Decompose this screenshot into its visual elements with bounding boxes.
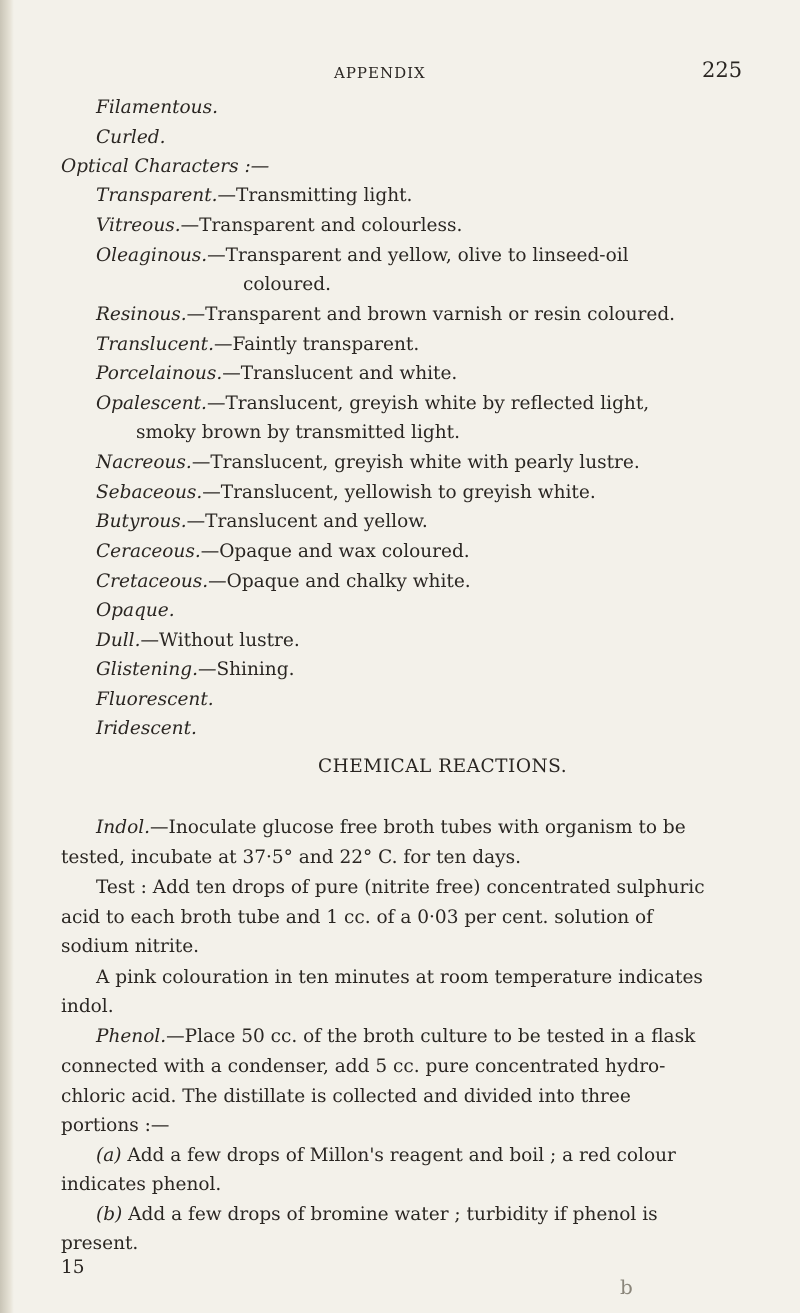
item-label: (b) bbox=[96, 1204, 123, 1225]
entry-sebaceous bbox=[96, 481, 596, 505]
signature-mark: 15 bbox=[61, 1257, 85, 1278]
test-line-3: sodium nitrite. bbox=[61, 936, 200, 957]
text: Add a few drops of Millon's reagent and boil ; a red colour bbox=[121, 1145, 676, 1166]
definition: —Translucent, greyish white by reflected light, bbox=[206, 393, 650, 414]
definition: —Shining. bbox=[197, 659, 295, 680]
definition: —Translucent, yellowish to greyish white. bbox=[202, 482, 596, 503]
entry-butyrous bbox=[96, 510, 428, 534]
definition: —Translucent and yellow. bbox=[186, 511, 428, 532]
test-line-2: acid to each broth tube and 1 cc. of a 0·03 per cent. solution of bbox=[61, 907, 654, 928]
indol-line-2: tested, incubate at 37·5° and 22° C. for ten days. bbox=[61, 847, 521, 868]
text: Add a few drops of bromine water ; turbidity if phenol is bbox=[122, 1204, 658, 1225]
indol-line-1 bbox=[96, 816, 686, 840]
term: Glistening. bbox=[96, 659, 198, 680]
definition: —Opaque and chalky white. bbox=[208, 571, 471, 592]
term: Cretaceous. bbox=[96, 571, 209, 592]
definition: —Faintly transparent. bbox=[214, 334, 420, 355]
test-line-1: Test : Add ten drops of pure (nitrite free) concentrated sulphuric bbox=[96, 877, 705, 898]
definition: —Transparent and yellow, olive to linseed-oil bbox=[207, 245, 629, 266]
term-filamentous: Filamentous. bbox=[96, 97, 218, 118]
item-a-line-1 bbox=[96, 1144, 676, 1168]
entry-opalescent-continued: smoky brown by transmitted light. bbox=[136, 422, 460, 443]
entry-resinous bbox=[96, 303, 675, 327]
term: Oleaginous. bbox=[96, 245, 208, 266]
entry-cretaceous bbox=[96, 570, 471, 594]
item-b-line-1 bbox=[96, 1203, 658, 1227]
item-label: (a) bbox=[96, 1145, 122, 1166]
handwritten-mark: b bbox=[620, 1275, 633, 1299]
definition: —Without lustre. bbox=[140, 630, 300, 651]
entry-porcelainous bbox=[96, 362, 457, 386]
phenol-line-4: portions :— bbox=[61, 1115, 170, 1136]
term: Transparent. bbox=[96, 185, 218, 206]
chemical-reactions-heading: CHEMICAL REACTIONS. bbox=[318, 756, 568, 777]
phenol-line-1 bbox=[96, 1025, 695, 1049]
pink-line-1: A pink colouration in ten minutes at room temperature indicates bbox=[96, 967, 703, 988]
running-head: APPENDIX bbox=[334, 64, 426, 82]
term-opaque: Opaque. bbox=[96, 600, 175, 621]
book-binding-edge bbox=[0, 0, 14, 1313]
term-fluorescent: Fluorescent. bbox=[96, 689, 214, 710]
definition: —Opaque and wax coloured. bbox=[200, 541, 470, 562]
definition: —Translucent, greyish white with pearly lustre. bbox=[191, 452, 640, 473]
entry-opalescent bbox=[96, 392, 649, 416]
term: Indol. bbox=[96, 817, 151, 838]
term: Butyrous. bbox=[96, 511, 187, 532]
text: —Inoculate glucose free broth tubes with organism to be bbox=[150, 817, 686, 838]
term-iridescent: Iridescent. bbox=[96, 718, 197, 739]
term: Vitreous. bbox=[96, 215, 181, 236]
phenol-line-3: chloric acid. The distillate is collected and divided into three bbox=[61, 1086, 631, 1107]
entry-oleaginous bbox=[96, 244, 629, 268]
term: Resinous. bbox=[96, 304, 187, 325]
term: Porcelainous. bbox=[96, 363, 223, 384]
phenol-line-2: connected with a condenser, add 5 cc. pure concentrated hydro- bbox=[61, 1056, 666, 1077]
entry-vitreous bbox=[96, 214, 462, 238]
text: —Place 50 cc. of the broth culture to be tested in a flask bbox=[166, 1026, 696, 1047]
term: Opalescent. bbox=[96, 393, 207, 414]
entry-oleaginous-continued: coloured. bbox=[243, 274, 331, 295]
term: Translucent. bbox=[96, 334, 214, 355]
optical-characters-heading: Optical Characters :— bbox=[61, 156, 270, 177]
term: Phenol. bbox=[96, 1026, 167, 1047]
item-b-line-2: present. bbox=[61, 1233, 139, 1254]
term: Ceraceous. bbox=[96, 541, 201, 562]
definition: —Transmitting light. bbox=[217, 185, 413, 206]
entry-transparent bbox=[96, 184, 412, 208]
entry-glistening bbox=[96, 658, 294, 682]
term: Nacreous. bbox=[96, 452, 192, 473]
definition: —Transparent and brown varnish or resin coloured. bbox=[186, 304, 676, 325]
entry-nacreous bbox=[96, 451, 640, 475]
entry-translucent bbox=[96, 333, 419, 357]
definition: —Transparent and colourless. bbox=[180, 215, 463, 236]
term: Sebaceous. bbox=[96, 482, 203, 503]
page-number: 225 bbox=[702, 58, 743, 82]
term-curled: Curled. bbox=[96, 127, 166, 148]
entry-ceraceous bbox=[96, 540, 470, 564]
definition: —Translucent and white. bbox=[222, 363, 458, 384]
item-a-line-2: indicates phenol. bbox=[61, 1174, 222, 1195]
pink-line-2: indol. bbox=[61, 996, 114, 1017]
term: Dull. bbox=[96, 630, 141, 651]
entry-dull bbox=[96, 629, 300, 653]
